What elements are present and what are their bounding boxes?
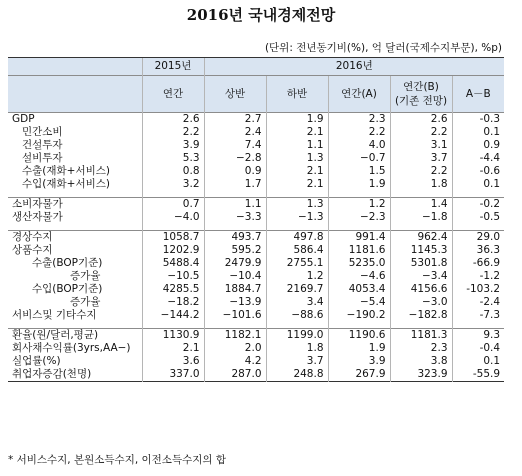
value-cell: 2.6 <box>142 113 204 127</box>
value-cell: 1.5 <box>328 165 390 178</box>
value-cell: 595.2 <box>204 244 266 257</box>
value-cell: −13.9 <box>204 296 266 309</box>
value-cell: 1.2 <box>328 198 390 212</box>
value-cell: 2.1 <box>142 342 204 355</box>
value-cell: −5.4 <box>328 296 390 309</box>
value-cell: -7.3 <box>452 309 504 322</box>
value-cell: -103.2 <box>452 283 504 296</box>
row-label: 생산자물가 <box>12 211 63 223</box>
value-cell: 3.7 <box>390 152 452 165</box>
value-cell: 1.1 <box>204 198 266 212</box>
header-annual-2015: 연간 <box>142 76 204 113</box>
value-cell: −101.6 <box>204 309 266 322</box>
header-diff: A－B <box>452 76 504 113</box>
value-cell: 5488.4 <box>142 257 204 270</box>
value-cell: −0.7 <box>328 152 390 165</box>
value-cell: 2.2 <box>390 126 452 139</box>
table-row <box>8 283 504 296</box>
table-row <box>8 152 504 165</box>
header-annual-a: 연간(A) <box>328 76 390 113</box>
value-cell: 0.7 <box>142 198 204 212</box>
value-cell: 2.2 <box>390 165 452 178</box>
row-label: 수출(BOP기준) <box>32 257 103 269</box>
row-label: 수입(재화+서비스) <box>22 178 110 190</box>
value-cell: 1884.7 <box>204 283 266 296</box>
table-row <box>8 198 504 212</box>
table-row <box>8 244 504 257</box>
value-cell: 2.3 <box>328 113 390 127</box>
value-cell: 0.8 <box>142 165 204 178</box>
value-cell: 3.8 <box>390 355 452 368</box>
table-row <box>8 165 504 178</box>
forecast-table <box>8 57 504 382</box>
table-row <box>8 211 504 224</box>
value-cell: 3.9 <box>142 139 204 152</box>
unit-note: (단위: 전년동기비(%), 억 달러(국제수지부문), %p) <box>264 42 502 54</box>
value-cell: −2.3 <box>328 211 390 224</box>
table-row <box>8 309 504 322</box>
value-cell: 2.6 <box>390 113 452 127</box>
value-cell: 1202.9 <box>142 244 204 257</box>
row-label: 서비스및 기타수지 <box>12 309 97 321</box>
value-cell: 7.4 <box>204 139 266 152</box>
table-row <box>8 126 504 139</box>
value-cell: 2755.1 <box>266 257 328 270</box>
table-body <box>8 113 504 382</box>
table-row <box>8 296 504 309</box>
value-cell: 4.2 <box>204 355 266 368</box>
value-cell: 2.4 <box>204 126 266 139</box>
value-cell: 287.0 <box>204 368 266 382</box>
value-cell: −3.0 <box>390 296 452 309</box>
row-label: 환율(원/달러,평균) <box>8 329 142 343</box>
value-cell: 2.3 <box>390 342 452 355</box>
value-cell: −1.8 <box>390 211 452 224</box>
value-cell: −144.2 <box>142 309 204 322</box>
row-label: 소비자물가 <box>8 198 142 212</box>
value-cell: -55.9 <box>452 368 504 382</box>
value-cell: −88.6 <box>266 309 328 322</box>
row-label: 회사채수익률(3yrs,AA−) <box>12 342 131 354</box>
value-cell: 4156.6 <box>390 283 452 296</box>
value-cell: 3.4 <box>266 296 328 309</box>
value-cell: 36.3 <box>452 244 504 257</box>
table-row <box>8 257 504 270</box>
value-cell: −3.4 <box>390 270 452 283</box>
table-row <box>8 368 504 382</box>
value-cell: 493.7 <box>204 231 266 245</box>
row-label: 경상수지 <box>8 231 142 245</box>
value-cell: −190.2 <box>328 309 390 322</box>
row-label: 실업률(%) <box>12 355 61 367</box>
value-cell: −10.4 <box>204 270 266 283</box>
value-cell: 1.1 <box>266 139 328 152</box>
value-cell: 1145.3 <box>390 244 452 257</box>
row-label: GDP <box>8 113 142 127</box>
header-blank-cell <box>8 76 142 113</box>
value-cell: 5235.0 <box>328 257 390 270</box>
value-cell: 267.9 <box>328 368 390 382</box>
value-cell: 1.3 <box>266 152 328 165</box>
table-row <box>8 113 504 127</box>
value-cell: 4285.5 <box>142 283 204 296</box>
table-row <box>8 178 504 191</box>
value-cell: 1.8 <box>266 342 328 355</box>
value-cell: 2.7 <box>204 113 266 127</box>
value-cell: 2.1 <box>266 126 328 139</box>
row-label: 수출(재화+서비스) <box>22 165 110 177</box>
value-cell: -0.2 <box>452 198 504 212</box>
value-cell: 0.1 <box>452 355 504 368</box>
value-cell: 3.9 <box>328 355 390 368</box>
table-row <box>8 342 504 355</box>
header-annual-b-sub: (기존 전망) <box>394 95 448 107</box>
row-label: 건설투자 <box>22 139 63 151</box>
value-cell: 1.8 <box>390 178 452 191</box>
header-annual-b-label: 연간(B) <box>403 81 439 93</box>
value-cell: 3.6 <box>142 355 204 368</box>
row-label: 취업자증감(천명) <box>12 368 92 380</box>
value-cell: 1.4 <box>390 198 452 212</box>
row-label: 상품수지 <box>12 244 53 256</box>
header-row-years <box>8 58 504 76</box>
value-cell: 1.7 <box>204 178 266 191</box>
value-cell: 3.2 <box>142 178 204 191</box>
row-label: 수입(BOP기준) <box>32 283 103 295</box>
row-label: 민간소비 <box>22 126 63 138</box>
value-cell: 1058.7 <box>142 231 204 245</box>
value-cell: 0.1 <box>452 126 504 139</box>
row-label: 증가율 <box>70 270 101 282</box>
value-cell: −4.0 <box>142 211 204 224</box>
value-cell: 0.9 <box>452 139 504 152</box>
value-cell: -0.5 <box>452 211 504 224</box>
value-cell: -0.6 <box>452 165 504 178</box>
value-cell: 337.0 <box>142 368 204 382</box>
value-cell: 1.9 <box>328 178 390 191</box>
value-cell: 2.2 <box>142 126 204 139</box>
value-cell: 248.8 <box>266 368 328 382</box>
value-cell: 497.8 <box>266 231 328 245</box>
header-second-half: 하반 <box>266 76 328 113</box>
value-cell: 1199.0 <box>266 329 328 343</box>
header-year-2016: 2016년 <box>204 58 504 76</box>
table-row <box>8 329 504 343</box>
value-cell: -4.4 <box>452 152 504 165</box>
value-cell: 1181.6 <box>328 244 390 257</box>
value-cell: -66.9 <box>452 257 504 270</box>
header-first-half: 상반 <box>204 76 266 113</box>
row-label: 설비투자 <box>22 152 63 164</box>
value-cell: −3.3 <box>204 211 266 224</box>
value-cell: 586.4 <box>266 244 328 257</box>
value-cell: −18.2 <box>142 296 204 309</box>
value-cell: 991.4 <box>328 231 390 245</box>
value-cell: 1182.1 <box>204 329 266 343</box>
page-title: 2016년 국내경제전망 <box>186 6 336 24</box>
value-cell: 3.1 <box>390 139 452 152</box>
value-cell: 2.1 <box>266 165 328 178</box>
value-cell: 2.2 <box>328 126 390 139</box>
table-row <box>8 355 504 368</box>
value-cell: -1.2 <box>452 270 504 283</box>
value-cell: 0.9 <box>204 165 266 178</box>
value-cell: −182.8 <box>390 309 452 322</box>
header-year-2015: 2015년 <box>142 58 204 76</box>
value-cell: 5.3 <box>142 152 204 165</box>
value-cell: -0.4 <box>452 342 504 355</box>
value-cell: 1.9 <box>328 342 390 355</box>
footnote: * 서비스수지, 본원소득수지, 이전소득수지의 합 <box>8 454 226 466</box>
value-cell: 1.3 <box>266 198 328 212</box>
value-cell: -0.3 <box>452 113 504 127</box>
value-cell: 1.2 <box>266 270 328 283</box>
value-cell: 323.9 <box>390 368 452 382</box>
value-cell: 4.0 <box>328 139 390 152</box>
row-label: 증가율 <box>70 296 101 308</box>
value-cell: 3.7 <box>266 355 328 368</box>
value-cell: 1.9 <box>266 113 328 127</box>
value-cell: -2.4 <box>452 296 504 309</box>
value-cell: −1.3 <box>266 211 328 224</box>
value-cell: 1190.6 <box>328 329 390 343</box>
value-cell: 5301.8 <box>390 257 452 270</box>
value-cell: 1130.9 <box>142 329 204 343</box>
header-row-periods <box>8 76 504 113</box>
header-annual-b <box>390 76 452 113</box>
value-cell: 4053.4 <box>328 283 390 296</box>
value-cell: 9.3 <box>452 329 504 343</box>
table-row <box>8 270 504 283</box>
value-cell: −4.6 <box>328 270 390 283</box>
value-cell: 2.1 <box>266 178 328 191</box>
value-cell: 962.4 <box>390 231 452 245</box>
value-cell: 0.1 <box>452 178 504 191</box>
value-cell: 1181.3 <box>390 329 452 343</box>
table-row <box>8 231 504 245</box>
value-cell: −10.5 <box>142 270 204 283</box>
value-cell: 2169.7 <box>266 283 328 296</box>
header-blank-cell <box>8 58 142 76</box>
value-cell: 2.0 <box>204 342 266 355</box>
table-row <box>8 139 504 152</box>
value-cell: 29.0 <box>452 231 504 245</box>
value-cell: −2.8 <box>204 152 266 165</box>
value-cell: 2479.9 <box>204 257 266 270</box>
